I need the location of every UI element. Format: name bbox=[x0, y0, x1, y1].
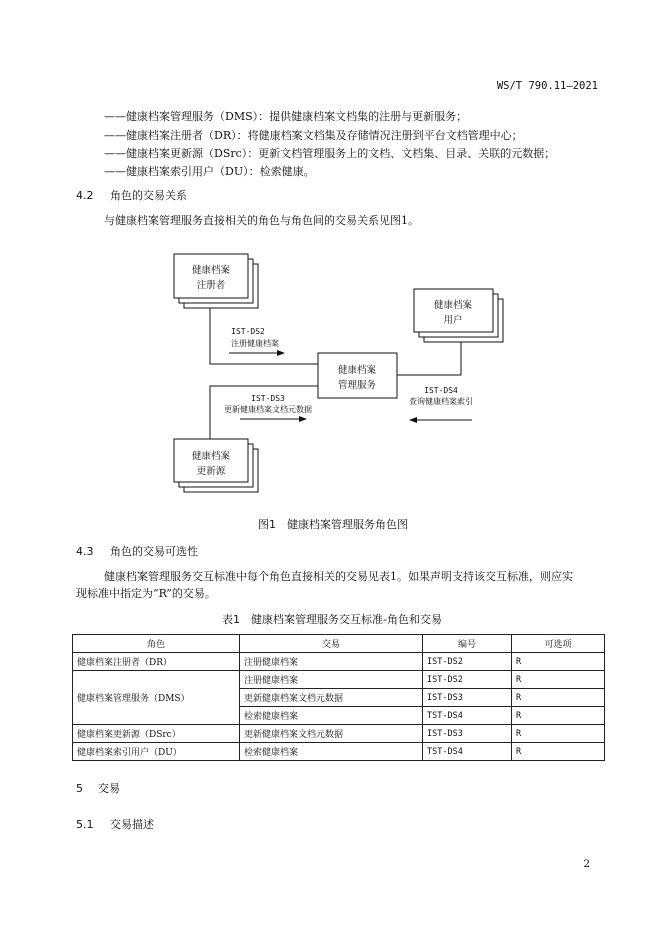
ds4-code: IST-DS4 bbox=[424, 386, 458, 395]
section-number: 4.3 bbox=[76, 545, 94, 558]
arrow-ds4-head bbox=[409, 417, 417, 423]
table-caption: 表1 健康档案管理服务交互标准-角色和交易 bbox=[222, 613, 442, 626]
header-option: 可选项 bbox=[512, 635, 605, 653]
transaction-cell: 更新健康档案文档元数据 bbox=[240, 689, 423, 707]
ds2-code: IST-DS2 bbox=[231, 327, 265, 336]
arrow-ds3-head bbox=[299, 416, 307, 422]
page-number: 2 bbox=[583, 858, 590, 870]
ds4-label: 查询健康档案索引 bbox=[409, 397, 473, 406]
section-5-1-heading bbox=[76, 816, 154, 832]
section-5-heading bbox=[76, 780, 120, 796]
section-title: 角色的交易可选性 bbox=[110, 545, 198, 558]
paragraph-4-2: 与健康档案管理服务直接相关的角色与角色间的交易关系见图1。 bbox=[104, 214, 419, 227]
section-title: 交易描述 bbox=[110, 818, 154, 831]
paragraph-4-3-line1: 健康档案管理服务交互标准中每个角色直接相关的交易见表1。如果声明支持该交互标准，则应实 bbox=[104, 570, 573, 583]
user-label-line1: 健康档案 bbox=[433, 300, 473, 311]
section-number: 5.1 bbox=[76, 818, 94, 831]
option-cell: R bbox=[512, 653, 605, 671]
transaction-cell: 注册健康档案 bbox=[240, 653, 423, 671]
paragraph-4-3-line2: 现标准中指定为“R”的交易。 bbox=[76, 587, 216, 600]
header-transaction: 交易 bbox=[240, 635, 423, 653]
header-code: 编号 bbox=[423, 635, 512, 653]
code-cell: IST-DS3 bbox=[423, 689, 512, 707]
source-label-line1: 健康档案 bbox=[191, 451, 231, 462]
code-cell: IST-DS2 bbox=[423, 653, 512, 671]
section-title: 角色的交易关系 bbox=[110, 189, 187, 202]
figure-caption: 图1 健康档案管理服务角色图 bbox=[258, 518, 408, 531]
definition-line-dsrc: ——健康档案更新源（DSrc）：更新文档管理服务上的文档、文档集、目录、关联的元数据； bbox=[104, 147, 556, 160]
table-row bbox=[73, 671, 605, 689]
code-cell: IST-DS2 bbox=[423, 671, 512, 689]
roles-transactions-table bbox=[72, 634, 605, 761]
service-label-line1: 健康档案 bbox=[337, 365, 377, 376]
service-label-line2: 管理服务 bbox=[337, 380, 377, 391]
option-cell: R bbox=[512, 743, 605, 761]
table-row bbox=[73, 743, 605, 761]
header-standard-code: WS/T 790.11—2021 bbox=[496, 80, 598, 92]
option-cell: R bbox=[512, 671, 605, 689]
transaction-cell: 检索健康档案 bbox=[240, 707, 423, 725]
transaction-cell: 注册健康档案 bbox=[240, 671, 423, 689]
table-row bbox=[73, 725, 605, 743]
role-cell: 健康档案管理服务（DMS） bbox=[73, 671, 240, 725]
definition-line-dr: ——健康档案注册者（DR）：将健康档案文档集及存储情况注册到平台文档管理中心； bbox=[104, 129, 523, 142]
registrant-box bbox=[174, 254, 248, 298]
section-number: 5 bbox=[76, 782, 83, 795]
option-cell: R bbox=[512, 689, 605, 707]
role-cell: 健康档案更新源（DSrc） bbox=[73, 725, 240, 743]
ds3-label: 更新健康档案文档元数据 bbox=[224, 405, 312, 414]
role-cell: 健康档案索引用户（DU） bbox=[73, 743, 240, 761]
arrow-ds2-head bbox=[277, 350, 285, 356]
registrant-label-line2: 注册者 bbox=[196, 280, 226, 291]
table-header-row bbox=[73, 635, 605, 653]
section-4-3-heading bbox=[76, 543, 198, 559]
connector-user-service bbox=[397, 338, 461, 375]
registrant-label-line1: 健康档案 bbox=[191, 265, 231, 276]
ds3-code: IST-DS3 bbox=[251, 394, 285, 403]
option-cell: R bbox=[512, 707, 605, 725]
role-cell: 健康档案注册者（DR） bbox=[73, 653, 240, 671]
transaction-cell: 更新健康档案文档元数据 bbox=[240, 725, 423, 743]
section-title: 交易 bbox=[98, 782, 120, 795]
code-cell: TST-DS4 bbox=[423, 707, 512, 725]
source-label-line2: 更新源 bbox=[196, 466, 226, 477]
user-label-line2: 用户 bbox=[443, 315, 463, 326]
definition-line-du: ——健康档案索引用户（DU）：检索健康。 bbox=[104, 165, 315, 178]
option-cell: R bbox=[512, 725, 605, 743]
definition-line-dms: ——健康档案管理服务（DMS）：提供健康档案文档集的注册与更新服务； bbox=[104, 110, 468, 123]
ds2-label: 注册健康档案 bbox=[231, 339, 279, 348]
transaction-cell: 检索健康档案 bbox=[240, 743, 423, 761]
code-cell: IST-DS3 bbox=[423, 725, 512, 743]
table-row bbox=[73, 653, 605, 671]
code-cell: TST-DS4 bbox=[423, 743, 512, 761]
header-role: 角色 bbox=[73, 635, 240, 653]
section-number: 4.2 bbox=[76, 189, 94, 202]
